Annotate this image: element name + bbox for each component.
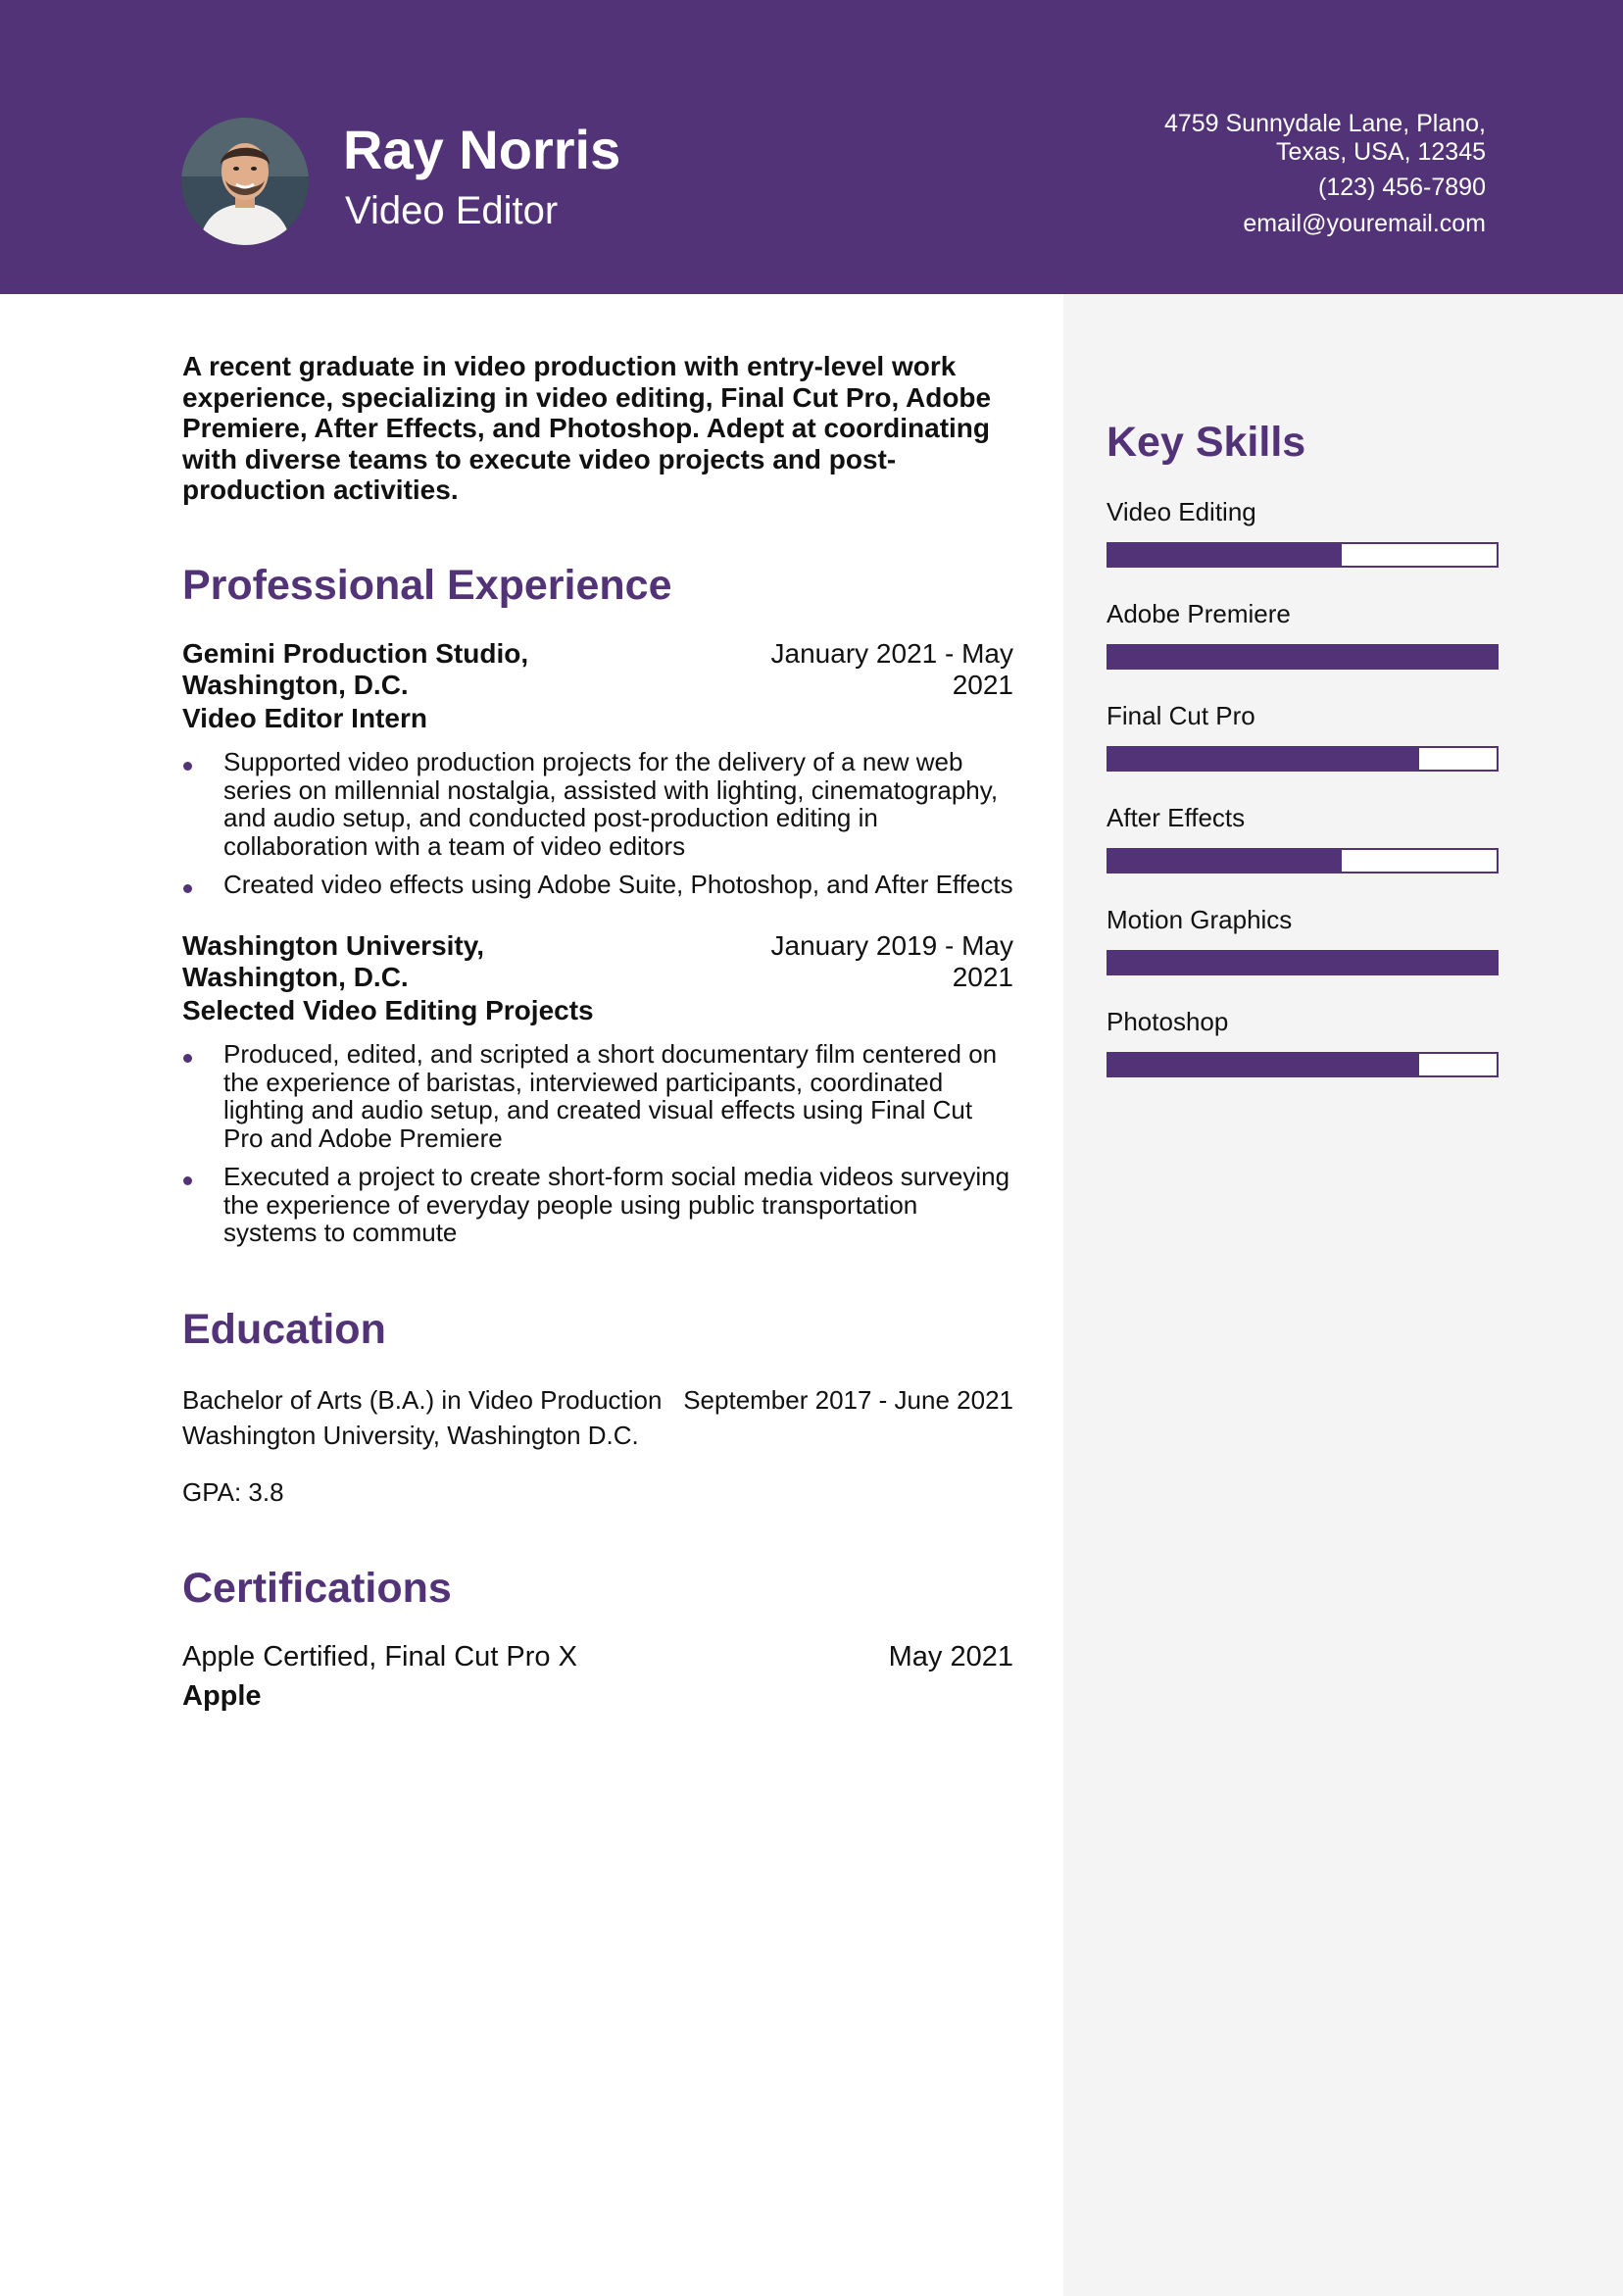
skills-heading: Key Skills [1107,419,1306,466]
education-date: September 2017 - June 2021 [683,1385,1013,1415]
header-banner [0,0,1623,294]
experience-entry [182,930,1013,1258]
phone-number: (123) 456-7890 [1318,174,1486,201]
contact-block [1055,110,1486,238]
job-bullets [182,748,1013,899]
skill-level-fill [1108,952,1497,973]
skills-sidebar [1063,294,1623,2296]
certification-row [182,1639,1013,1674]
certification-issuer: Apple [182,1680,262,1712]
skill-item [1107,699,1499,801]
skill-level-fill [1108,748,1419,770]
skills-list [1107,495,1499,1107]
bullet-item: Created video effects using Adobe Suite, Photoshop, and After Effects [182,871,1013,899]
education-degree: Bachelor of Arts (B.A.) in Video Production [182,1385,663,1415]
bullet-item: Supported video production projects for the delivery of a new web series on millennial nostalgia, assisted with lighting, cinematography, and audio setup, and conducted post-production editing in collaboration with a team of video editors [182,748,1013,860]
skill-level-bar [1107,848,1499,873]
skill-label: Motion Graphics [1107,905,1293,934]
certification-name: Apple Certified, Final Cut Pro X [182,1641,577,1672]
skill-level-bar [1107,746,1499,772]
skill-level-bar [1107,950,1499,975]
skill-item [1107,495,1499,597]
job-bullets [182,1040,1013,1247]
education-heading: Education [182,1306,386,1353]
skill-level-bar [1107,644,1499,670]
skill-item [1107,1005,1499,1107]
email-address: email@youremail.com [1243,210,1486,237]
skill-label: Adobe Premiere [1107,599,1291,628]
candidate-title: Video Editor [345,189,559,232]
education-degree-row [182,1382,1013,1418]
certification-date: May 2021 [888,1641,1013,1672]
skill-label: Final Cut Pro [1107,701,1255,730]
skill-level-bar [1107,1052,1499,1077]
bullet-item: Executed a project to create short-form social media videos surveying the experience of everyday people using public transportation systems to commute [182,1163,1013,1247]
education-school: Washington University, Washington D.C. [182,1421,639,1450]
job-date: January 2019 - May 2021 [770,930,1013,992]
summary-text: A recent graduate in video production with entry-level work experience, specializing in video editing, Final Cut Pro, Adobe Premiere, After Effects, and Photoshop. Adept at coordinating with diverse teams to execute video projects and post-production activities. [182,351,992,505]
skill-item [1107,597,1499,699]
skill-level-bar [1107,542,1499,568]
skill-item [1107,801,1499,903]
skill-level-fill [1108,544,1342,566]
skill-label: After Effects [1107,803,1246,832]
skill-label: Photoshop [1107,1007,1229,1036]
certifications-heading: Certifications [182,1565,452,1612]
education-gpa: GPA: 3.8 [182,1477,284,1507]
job-company: Washington University, Washington, D.C. [182,930,485,992]
job-date: January 2021 - May 2021 [770,638,1013,700]
address-line-1: 4759 Sunnydale Lane, Plano, [1163,110,1486,137]
skill-level-fill [1108,1054,1419,1075]
experience-heading: Professional Experience [182,562,672,609]
job-company: Gemini Production Studio, Washington, D.C. [182,638,529,700]
skill-label: Video Editing [1107,497,1256,526]
bullet-item: Produced, edited, and scripted a short documentary film centered on the experience of baristas, interviewed participants, coordinated lighting and audio setup, and created visual effects using Final Cut Pro and Adobe Premiere [182,1040,1013,1152]
profile-photo-icon [181,118,309,245]
skill-level-fill [1108,646,1497,668]
skill-level-fill [1108,850,1342,872]
job-role: Selected Video Editing Projects [182,995,594,1025]
candidate-name: Ray Norris [343,119,621,180]
skill-item [1107,903,1499,1005]
experience-entry [182,638,1013,910]
job-role: Video Editor Intern [182,703,427,733]
address-line-2: Texas, USA, 12345 [1275,138,1486,166]
avatar [181,118,309,245]
